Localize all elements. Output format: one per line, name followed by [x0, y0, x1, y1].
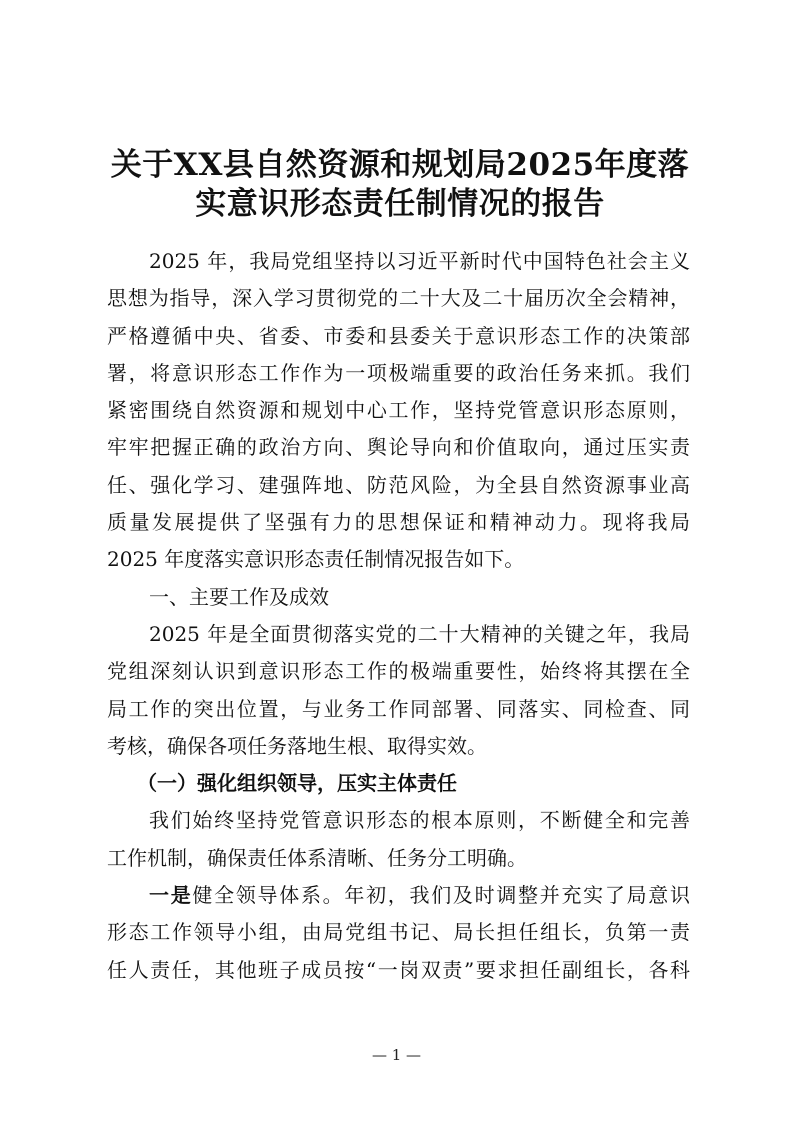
text-line: 任、强化学习、建强阵地、防范风险，为全县自然资源事业高 — [107, 472, 690, 497]
text-line: 署，将意识形态工作作为一项极端重要的政治任务来抓。我们 — [107, 360, 690, 385]
text-line: 党组深刻认识到意识形态工作的极端重要性，始终将其摆在全 — [107, 659, 690, 684]
document-body — [107, 243, 690, 989]
point-text: 健全领导体系。年初，我们及时调整并充实了局意识 — [192, 883, 690, 908]
text-line: 紧密围绕自然资源和规划中心工作，坚持党管意识形态原则， — [107, 398, 690, 423]
text-line: 质量发展提供了坚强有力的思想保证和精神动力。现将我局 — [107, 510, 690, 535]
text-line: 考核，确保各项任务落地生根、取得实效。 — [107, 733, 487, 758]
title-line-1: 关于XX县自然资源和规划局2025年度落 — [110, 147, 690, 183]
text-line: 严格遵循中央、省委、市委和县委关于意识形态工作的决策部 — [107, 323, 690, 348]
section-1-paragraph — [107, 616, 690, 765]
text-line: 任人责任，其他班子成员按“一岗双责”要求担任副组长，各科 — [107, 957, 690, 982]
text-line: 2025 年是全面贯彻落实党的二十大精神的关键之年，我局 — [149, 621, 690, 646]
text-line: 2025 年，我局党组坚持以习近平新时代中国特色社会主义 — [149, 249, 690, 273]
text-line — [107, 877, 690, 914]
text-line: 我们始终坚持党管意识形态的根本原则，不断健全和完善 — [149, 808, 690, 833]
page-number: — 1 — — [371, 1046, 422, 1064]
text-line: 2025 年度落实意识形态责任制情况报告如下。 — [107, 547, 525, 572]
section-heading-1: 一、主要工作及成效 — [149, 584, 329, 609]
text-line: 思想为指导，深入学习贯彻党的二十大及二十届历次全会精神， — [107, 286, 690, 311]
subsection-paragraph — [107, 802, 690, 877]
text-line: 形态工作领导小组，由局党组书记、局长担任组长，负第一责 — [107, 920, 690, 945]
point-lead: 一是 — [149, 883, 193, 908]
document-title — [100, 146, 700, 224]
subsection-heading-1: （一）强化组织领导，压实主体责任 — [137, 771, 457, 796]
text-line: 牢牢把握正确的政治方向、舆论导向和价值取向，通过压实责 — [107, 435, 690, 460]
text-line: 局工作的突出位置，与业务工作同部署、同落实、同检查、同 — [107, 696, 690, 721]
point-one-paragraph — [107, 877, 690, 989]
intro-paragraph — [107, 243, 690, 579]
text-line: 工作机制，确保责任体系清晰、任务分工明确。 — [107, 845, 527, 870]
title-line-2: 实意识形态责任制情况的报告 — [195, 186, 605, 222]
